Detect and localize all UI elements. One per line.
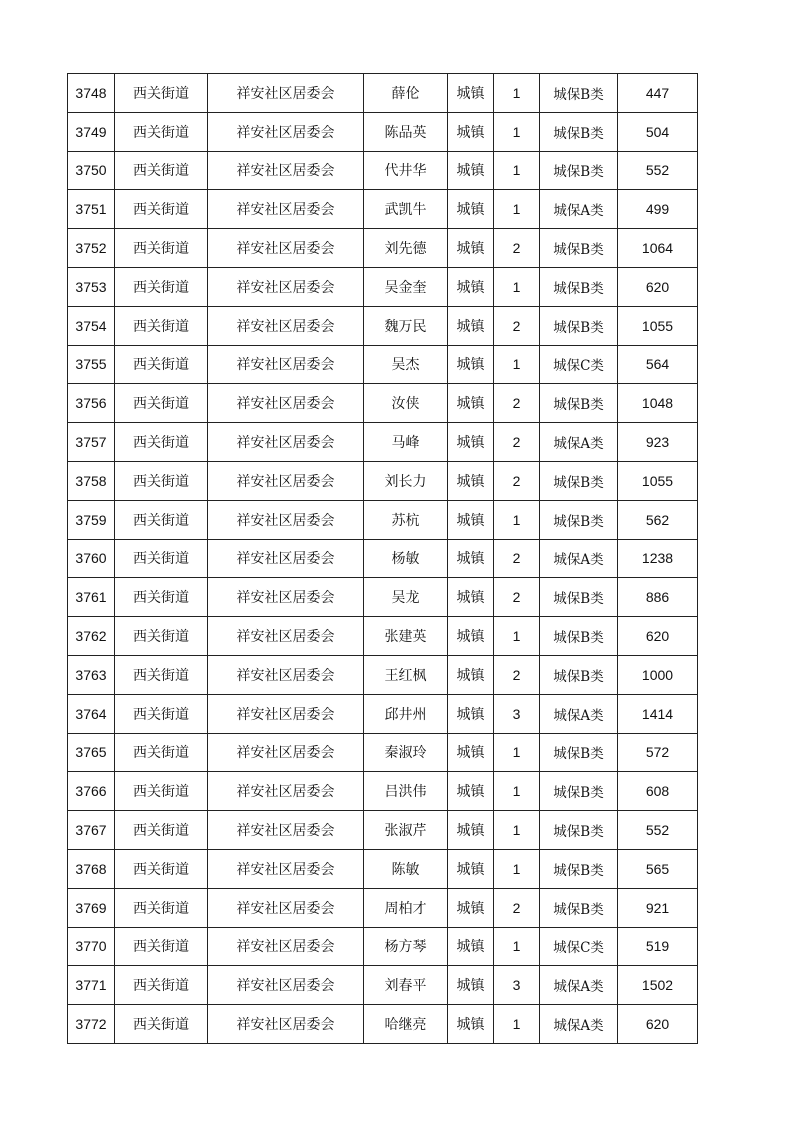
cell-area-type: 城镇 [448,966,494,1005]
cell-household-count: 2 [494,229,540,268]
cell-person-name: 吴杰 [364,345,448,384]
cell-amount: 886 [618,578,698,617]
table-row [68,74,698,113]
cell-street: 西关街道 [115,811,208,850]
cell-person-name: 刘先德 [364,229,448,268]
cell-amount: 608 [618,772,698,811]
cell-household-count: 1 [494,190,540,229]
cell-amount: 1055 [618,306,698,345]
cell-amount: 1055 [618,461,698,500]
cell-record-id: 3757 [68,423,115,462]
cell-street: 西关街道 [115,888,208,927]
cell-person-name: 吕洪伟 [364,772,448,811]
cell-category: 城保B类 [540,772,618,811]
cell-street: 西关街道 [115,849,208,888]
cell-household-count: 1 [494,927,540,966]
benefit-roster-sheet [67,73,698,1044]
cell-category: 城保B类 [540,151,618,190]
cell-street: 西关街道 [115,694,208,733]
cell-street: 西关街道 [115,384,208,423]
cell-street: 西关街道 [115,229,208,268]
cell-household-count: 1 [494,267,540,306]
cell-amount: 564 [618,345,698,384]
cell-category: 城保A类 [540,1005,618,1044]
cell-category: 城保B类 [540,617,618,656]
cell-category: 城保B类 [540,306,618,345]
cell-record-id: 3759 [68,500,115,539]
cell-amount: 562 [618,500,698,539]
cell-category: 城保A类 [540,966,618,1005]
cell-record-id: 3758 [68,461,115,500]
table-row [68,151,698,190]
cell-committee: 祥安社区居委会 [208,694,364,733]
cell-street: 西关街道 [115,112,208,151]
cell-record-id: 3748 [68,74,115,113]
cell-record-id: 3766 [68,772,115,811]
cell-record-id: 3764 [68,694,115,733]
cell-street: 西关街道 [115,267,208,306]
cell-record-id: 3751 [68,190,115,229]
cell-record-id: 3767 [68,811,115,850]
cell-committee: 祥安社区居委会 [208,655,364,694]
cell-household-count: 2 [494,539,540,578]
cell-street: 西关街道 [115,151,208,190]
cell-person-name: 周柏才 [364,888,448,927]
cell-amount: 921 [618,888,698,927]
cell-street: 西关街道 [115,578,208,617]
cell-amount: 620 [618,1005,698,1044]
cell-street: 西关街道 [115,966,208,1005]
cell-area-type: 城镇 [448,384,494,423]
cell-committee: 祥安社区居委会 [208,927,364,966]
table-row [68,772,698,811]
cell-household-count: 2 [494,888,540,927]
cell-amount: 1048 [618,384,698,423]
cell-category: 城保B类 [540,112,618,151]
cell-amount: 1000 [618,655,698,694]
cell-record-id: 3749 [68,112,115,151]
cell-area-type: 城镇 [448,849,494,888]
cell-category: 城保C类 [540,345,618,384]
table-row [68,306,698,345]
cell-household-count: 2 [494,578,540,617]
cell-person-name: 刘长力 [364,461,448,500]
cell-record-id: 3754 [68,306,115,345]
cell-household-count: 1 [494,74,540,113]
table-body [68,74,698,1044]
cell-committee: 祥安社区居委会 [208,733,364,772]
cell-street: 西关街道 [115,733,208,772]
cell-area-type: 城镇 [448,733,494,772]
cell-committee: 祥安社区居委会 [208,190,364,229]
cell-category: 城保A类 [540,190,618,229]
table-row [68,1005,698,1044]
cell-person-name: 吴龙 [364,578,448,617]
cell-street: 西关街道 [115,772,208,811]
cell-committee: 祥安社区居委会 [208,345,364,384]
table-row [68,190,698,229]
cell-committee: 祥安社区居委会 [208,578,364,617]
cell-person-name: 杨方琴 [364,927,448,966]
cell-household-count: 1 [494,345,540,384]
cell-amount: 1238 [618,539,698,578]
cell-person-name: 邱井州 [364,694,448,733]
cell-committee: 祥安社区居委会 [208,151,364,190]
cell-amount: 499 [618,190,698,229]
cell-record-id: 3763 [68,655,115,694]
cell-area-type: 城镇 [448,229,494,268]
cell-household-count: 1 [494,1005,540,1044]
cell-category: 城保A类 [540,694,618,733]
cell-street: 西关街道 [115,500,208,539]
cell-category: 城保B类 [540,849,618,888]
table-row [68,500,698,539]
cell-record-id: 3761 [68,578,115,617]
cell-person-name: 薛伦 [364,74,448,113]
cell-category: 城保B类 [540,267,618,306]
cell-area-type: 城镇 [448,112,494,151]
cell-area-type: 城镇 [448,461,494,500]
cell-category: 城保B类 [540,655,618,694]
cell-category: 城保B类 [540,578,618,617]
cell-amount: 519 [618,927,698,966]
cell-record-id: 3765 [68,733,115,772]
cell-household-count: 2 [494,306,540,345]
cell-amount: 620 [618,267,698,306]
cell-street: 西关街道 [115,617,208,656]
cell-amount: 620 [618,617,698,656]
table-row [68,539,698,578]
cell-street: 西关街道 [115,190,208,229]
cell-area-type: 城镇 [448,345,494,384]
cell-record-id: 3760 [68,539,115,578]
cell-person-name: 刘春平 [364,966,448,1005]
cell-area-type: 城镇 [448,74,494,113]
cell-area-type: 城镇 [448,151,494,190]
cell-record-id: 3769 [68,888,115,927]
table-row [68,655,698,694]
table-row [68,384,698,423]
cell-amount: 1502 [618,966,698,1005]
cell-amount: 552 [618,811,698,850]
cell-category: 城保B类 [540,811,618,850]
cell-committee: 祥安社区居委会 [208,811,364,850]
cell-person-name: 杨敏 [364,539,448,578]
cell-committee: 祥安社区居委会 [208,888,364,927]
table-row [68,461,698,500]
cell-committee: 祥安社区居委会 [208,966,364,1005]
cell-person-name: 张淑芹 [364,811,448,850]
table-row [68,112,698,151]
cell-street: 西关街道 [115,423,208,462]
table-row [68,927,698,966]
cell-area-type: 城镇 [448,423,494,462]
cell-record-id: 3771 [68,966,115,1005]
cell-person-name: 汝侠 [364,384,448,423]
cell-area-type: 城镇 [448,811,494,850]
benefit-roster-table [67,73,698,1044]
cell-area-type: 城镇 [448,578,494,617]
cell-committee: 祥安社区居委会 [208,74,364,113]
table-row [68,229,698,268]
cell-household-count: 3 [494,966,540,1005]
table-row [68,345,698,384]
table-row [68,267,698,306]
cell-committee: 祥安社区居委会 [208,500,364,539]
cell-area-type: 城镇 [448,694,494,733]
cell-area-type: 城镇 [448,617,494,656]
cell-committee: 祥安社区居委会 [208,1005,364,1044]
cell-category: 城保B类 [540,384,618,423]
cell-street: 西关街道 [115,306,208,345]
cell-area-type: 城镇 [448,500,494,539]
cell-street: 西关街道 [115,345,208,384]
cell-committee: 祥安社区居委会 [208,772,364,811]
cell-area-type: 城镇 [448,190,494,229]
cell-street: 西关街道 [115,927,208,966]
cell-amount: 1064 [618,229,698,268]
cell-household-count: 1 [494,811,540,850]
cell-category: 城保B类 [540,500,618,539]
cell-category: 城保B类 [540,229,618,268]
cell-amount: 565 [618,849,698,888]
cell-committee: 祥安社区居委会 [208,461,364,500]
cell-household-count: 1 [494,849,540,888]
cell-record-id: 3770 [68,927,115,966]
cell-household-count: 2 [494,384,540,423]
table-row [68,811,698,850]
cell-committee: 祥安社区居委会 [208,267,364,306]
cell-committee: 祥安社区居委会 [208,539,364,578]
cell-record-id: 3762 [68,617,115,656]
cell-person-name: 张建英 [364,617,448,656]
cell-person-name: 陈敏 [364,849,448,888]
cell-amount: 447 [618,74,698,113]
cell-committee: 祥安社区居委会 [208,306,364,345]
cell-record-id: 3755 [68,345,115,384]
cell-record-id: 3768 [68,849,115,888]
cell-area-type: 城镇 [448,655,494,694]
cell-committee: 祥安社区居委会 [208,229,364,268]
cell-household-count: 3 [494,694,540,733]
table-row [68,423,698,462]
cell-street: 西关街道 [115,74,208,113]
cell-person-name: 王红枫 [364,655,448,694]
cell-committee: 祥安社区居委会 [208,384,364,423]
cell-person-name: 秦淑玲 [364,733,448,772]
cell-area-type: 城镇 [448,888,494,927]
cell-person-name: 代井华 [364,151,448,190]
cell-person-name: 陈品英 [364,112,448,151]
cell-record-id: 3756 [68,384,115,423]
cell-committee: 祥安社区居委会 [208,849,364,888]
cell-category: 城保A类 [540,539,618,578]
cell-household-count: 1 [494,772,540,811]
cell-category: 城保C类 [540,927,618,966]
cell-street: 西关街道 [115,1005,208,1044]
cell-amount: 923 [618,423,698,462]
cell-household-count: 2 [494,423,540,462]
cell-record-id: 3772 [68,1005,115,1044]
cell-person-name: 苏杭 [364,500,448,539]
cell-committee: 祥安社区居委会 [208,423,364,462]
cell-household-count: 1 [494,617,540,656]
cell-record-id: 3752 [68,229,115,268]
cell-category: 城保B类 [540,74,618,113]
cell-person-name: 吴金奎 [364,267,448,306]
cell-amount: 504 [618,112,698,151]
cell-household-count: 1 [494,151,540,190]
cell-person-name: 马峰 [364,423,448,462]
cell-category: 城保B类 [540,888,618,927]
cell-street: 西关街道 [115,655,208,694]
cell-person-name: 哈继亮 [364,1005,448,1044]
cell-household-count: 2 [494,655,540,694]
cell-amount: 552 [618,151,698,190]
cell-area-type: 城镇 [448,306,494,345]
cell-person-name: 武凯牛 [364,190,448,229]
cell-area-type: 城镇 [448,772,494,811]
cell-area-type: 城镇 [448,1005,494,1044]
cell-category: 城保B类 [540,733,618,772]
table-row [68,617,698,656]
cell-household-count: 1 [494,112,540,151]
cell-area-type: 城镇 [448,539,494,578]
cell-record-id: 3750 [68,151,115,190]
cell-street: 西关街道 [115,539,208,578]
table-row [68,578,698,617]
cell-household-count: 2 [494,461,540,500]
cell-amount: 572 [618,733,698,772]
cell-amount: 1414 [618,694,698,733]
cell-area-type: 城镇 [448,267,494,306]
cell-street: 西关街道 [115,461,208,500]
table-row [68,694,698,733]
cell-committee: 祥安社区居委会 [208,112,364,151]
table-row [68,849,698,888]
cell-category: 城保B类 [540,461,618,500]
cell-category: 城保A类 [540,423,618,462]
table-row [68,966,698,1005]
cell-household-count: 1 [494,500,540,539]
cell-committee: 祥安社区居委会 [208,617,364,656]
table-row [68,888,698,927]
cell-household-count: 1 [494,733,540,772]
cell-area-type: 城镇 [448,927,494,966]
table-row [68,733,698,772]
cell-record-id: 3753 [68,267,115,306]
cell-person-name: 魏万民 [364,306,448,345]
